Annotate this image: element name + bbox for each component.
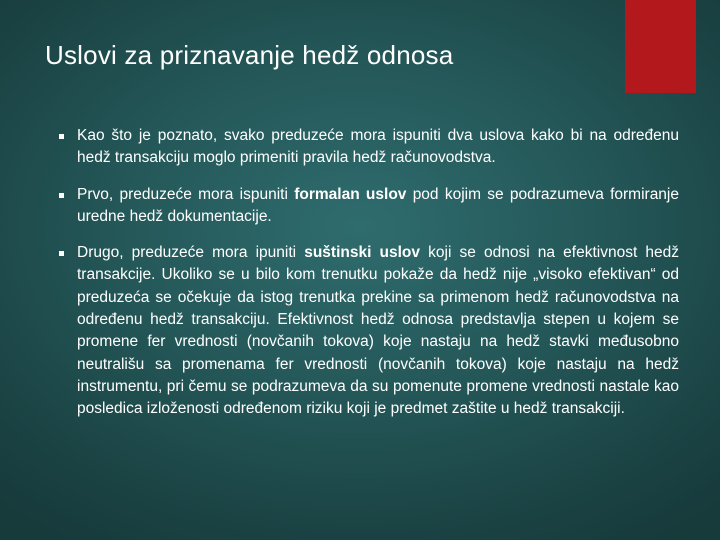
square-bullet-icon <box>59 251 64 256</box>
accent-bar <box>625 0 696 93</box>
square-bullet-icon <box>59 134 64 139</box>
bullet-text: Prvo, preduzeće mora ispuniti <box>77 185 295 203</box>
bullet-text: Kao što je poznato, svako preduzeće mora ispuniti dva uslova kako bi na određenu hedž transakciju moglo primeniti pravila hedž računovodstva. <box>77 127 679 167</box>
bullet-item <box>59 242 679 420</box>
bullet-text: pod kojim se podrazumeva formiranje uredne hedž dokumentacije. <box>77 185 679 225</box>
slide-title: Uslovi za priznavanje hedž odnosa <box>45 40 454 70</box>
bullet-list <box>59 125 679 435</box>
square-bullet-icon <box>59 193 64 198</box>
bullet-item <box>59 184 679 229</box>
bullet-bold-text: formalan uslov <box>294 185 407 203</box>
bullet-text: Drugo, preduzeće mora ipuniti <box>77 244 305 262</box>
bullet-item <box>59 125 679 170</box>
bullet-text: koji se odnosi na efektivnost hedž transakcije. Ukoliko se u bilo kom trenutku pokaže da hedž nije „visoko efektivan“ od preduzeća se očekuje da istog trenutka prekine sa primenom hedž računovodstva na određenu hedž transakciju. Efektivnost hedž odnosa predstavlja stepen u kojem se promene fer vrednosti (novčanih tokova) koje nastaju na hedž stavki međusobno neutrališu sa promenama fer vrednosti (novčanih tokova) koje nastaju na hedž instrumentu, pri čemu se podrazumeva da su pomenute promene vrednosti nastale kao posledica izloženosti određenom riziku koji je predmet zaštite u hedž transakciji. <box>77 244 679 418</box>
bullet-bold-text: suštinski uslov <box>304 244 421 262</box>
